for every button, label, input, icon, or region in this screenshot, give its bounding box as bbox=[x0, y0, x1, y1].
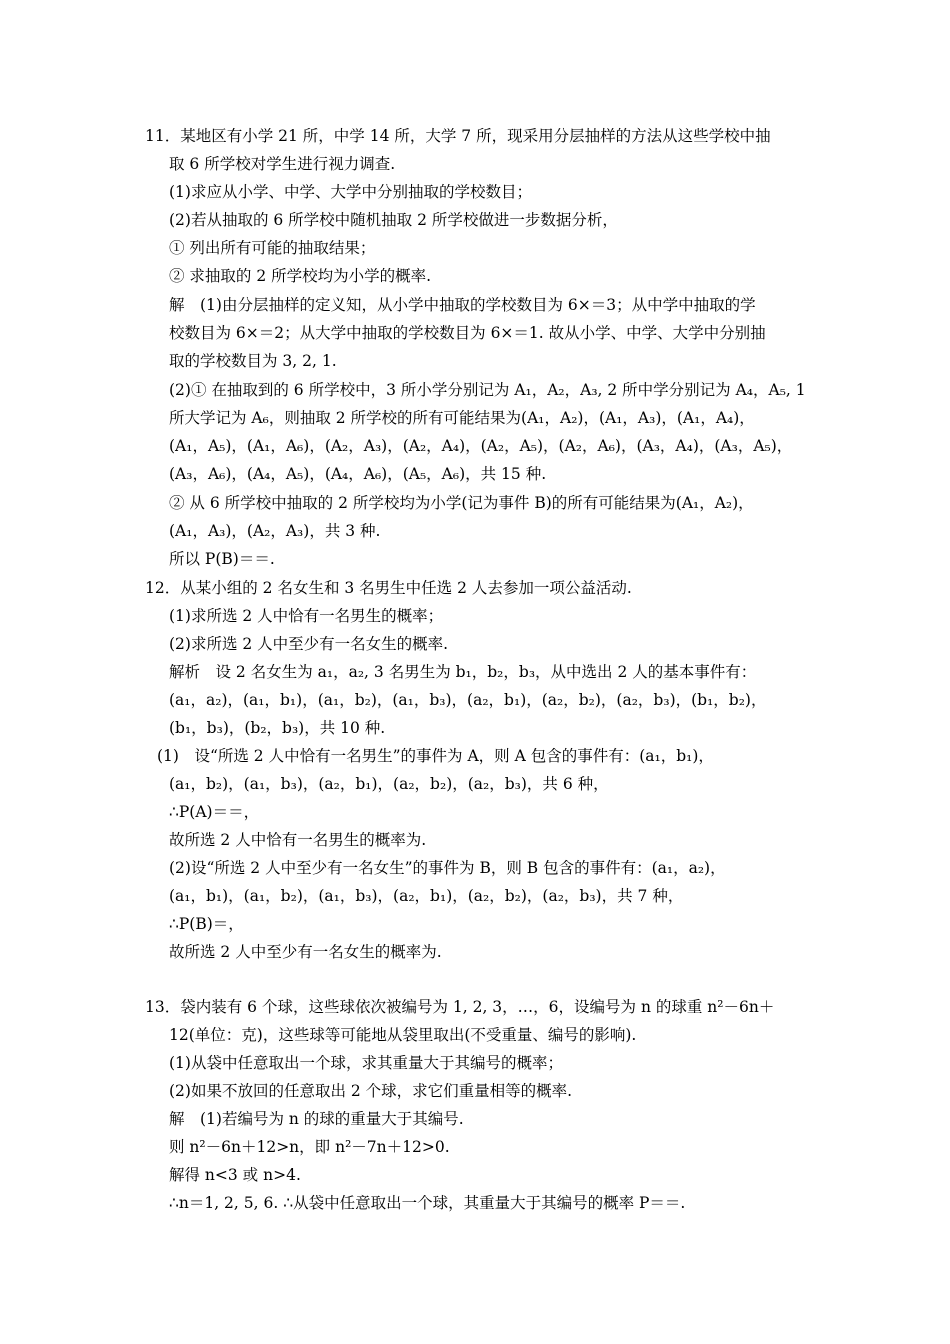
text-line: ② 从 6 所学校中抽取的 2 所学校均为小学(记为事件 B)的所有可能结果为(A₁，A₂)， bbox=[169, 494, 754, 512]
text-line: (2)若从抽取的 6 所学校中随机抽取 2 所学校做进一步数据分析， bbox=[169, 211, 618, 229]
text-line: ∴P(A)＝＝， bbox=[169, 803, 260, 821]
text-line: (1) 设“所选 2 人中恰有一名男生”的事件为 A，则 A 包含的事件有：(a₁，b₁)， bbox=[157, 747, 714, 765]
text-line: (2)① 在抽取到的 6 所学校中，3 所小学分别记为 A₁，A₂，A₃, 2 所中学分别记为 A₄，A₅, 1 bbox=[169, 381, 806, 399]
text-line: 解 (1)由分层抽样的定义知，从小学中抽取的学校数目为 6×＝3；从中学中抽取的学 bbox=[169, 296, 756, 314]
text-line: 13．袋内装有 6 个球，这些球依次被编号为 1, 2, 3，…，6，设编号为 n 的球重 n²－6n＋ bbox=[145, 998, 775, 1016]
text-line: (1)求所选 2 人中恰有一名男生的概率； bbox=[169, 607, 444, 625]
text-line: 解 (1)若编号为 n 的球的重量大于其编号. bbox=[169, 1110, 464, 1128]
text-line: (a₁，a₂)，(a₁，b₁)，(a₁，b₂)，(a₁，b₃)，(a₂，b₁)，(a₂，b₂)，(a₂，b₃)，(b₁，b₂)， bbox=[169, 691, 767, 709]
text-line: 12(单位：克)，这些球等可能地从袋里取出(不受重量、编号的影响). bbox=[169, 1026, 637, 1044]
text-line: 校数目为 6×＝2；从大学中抽取的学校数目为 6×＝1. 故从小学、中学、大学中分别抽 bbox=[169, 324, 766, 342]
text-line: (a₁，b₂)，(a₁，b₃)，(a₂，b₁)，(a₂，b₂)，(a₂，b₃)，共 6 种， bbox=[169, 775, 609, 793]
text-line: ② 求抽取的 2 所学校均为小学的概率. bbox=[169, 267, 432, 285]
text-line: (2)设“所选 2 人中至少有一名女生”的事件为 B，则 B 包含的事件有：(a₁，a₂)， bbox=[169, 859, 726, 877]
text-line: 取的学校数目为 3, 2, 1. bbox=[169, 352, 337, 370]
text-line: (A₃，A₆)，(A₄，A₅)，(A₄，A₆)，(A₅，A₆)，共 15 种. bbox=[169, 465, 547, 483]
text-line: 故所选 2 人中至少有一名女生的概率为. bbox=[169, 943, 442, 961]
text-line: 解得 n<3 或 n>4. bbox=[169, 1166, 301, 1184]
text-line: (A₁，A₃)，(A₂，A₃)，共 3 种. bbox=[169, 522, 381, 540]
text-line: 则 n²－6n＋12>n，即 n²－7n＋12>0. bbox=[169, 1138, 450, 1156]
text-line: (1)从袋中任意取出一个球，求其重量大于其编号的概率； bbox=[169, 1054, 563, 1072]
text-line: ① 列出所有可能的抽取结果； bbox=[169, 239, 376, 257]
text-line: 所大学记为 A₆，则抽取 2 所学校的所有可能结果为(A₁，A₂)，(A₁，A₃)，(A₁，A₄)， bbox=[169, 409, 755, 427]
text-line: 12．从某小组的 2 名女生和 3 名男生中任选 2 人去参加一项公益活动. bbox=[145, 579, 632, 597]
text-line: 解析 设 2 名女生为 a₁，a₂, 3 名男生为 b₁，b₂，b₃，从中选出 2 人的基本事件有： bbox=[169, 663, 757, 681]
text-line: (a₁，b₁)，(a₁，b₂)，(a₁，b₃)，(a₂，b₁)，(a₂，b₂)，(a₂，b₃)，共 7 种， bbox=[169, 887, 684, 905]
text-line: ∴n＝1, 2, 5, 6. ∴从袋中任意取出一个球，其重量大于其编号的概率 P＝＝. bbox=[169, 1194, 686, 1212]
text-line: 所以 P(B)＝＝. bbox=[169, 550, 275, 568]
text-line: (1)求应从小学、中学、大学中分别抽取的学校数目； bbox=[169, 183, 532, 201]
text-line: ∴P(B)＝， bbox=[169, 915, 244, 933]
text-line: 取 6 所学校对学生进行视力调查. bbox=[169, 155, 396, 173]
text-line: (A₁，A₅)，(A₁，A₆)，(A₂，A₃)，(A₂，A₄)，(A₂，A₅)，(A₂，A₆)，(A₃，A₄)，(A₃，A₅)， bbox=[169, 437, 793, 455]
text-line: 故所选 2 人中恰有一名男生的概率为. bbox=[169, 831, 427, 849]
text-line: (2)如果不放回的任意取出 2 个球，求它们重量相等的概率. bbox=[169, 1082, 573, 1100]
text-line: (b₁，b₃)，(b₂，b₃)，共 10 种. bbox=[169, 719, 386, 737]
text-line: (2)求所选 2 人中至少有一名女生的概率. bbox=[169, 635, 449, 653]
text-line: 11．某地区有小学 21 所，中学 14 所，大学 7 所，现采用分层抽样的方法从这些学校中抽 bbox=[145, 127, 771, 145]
